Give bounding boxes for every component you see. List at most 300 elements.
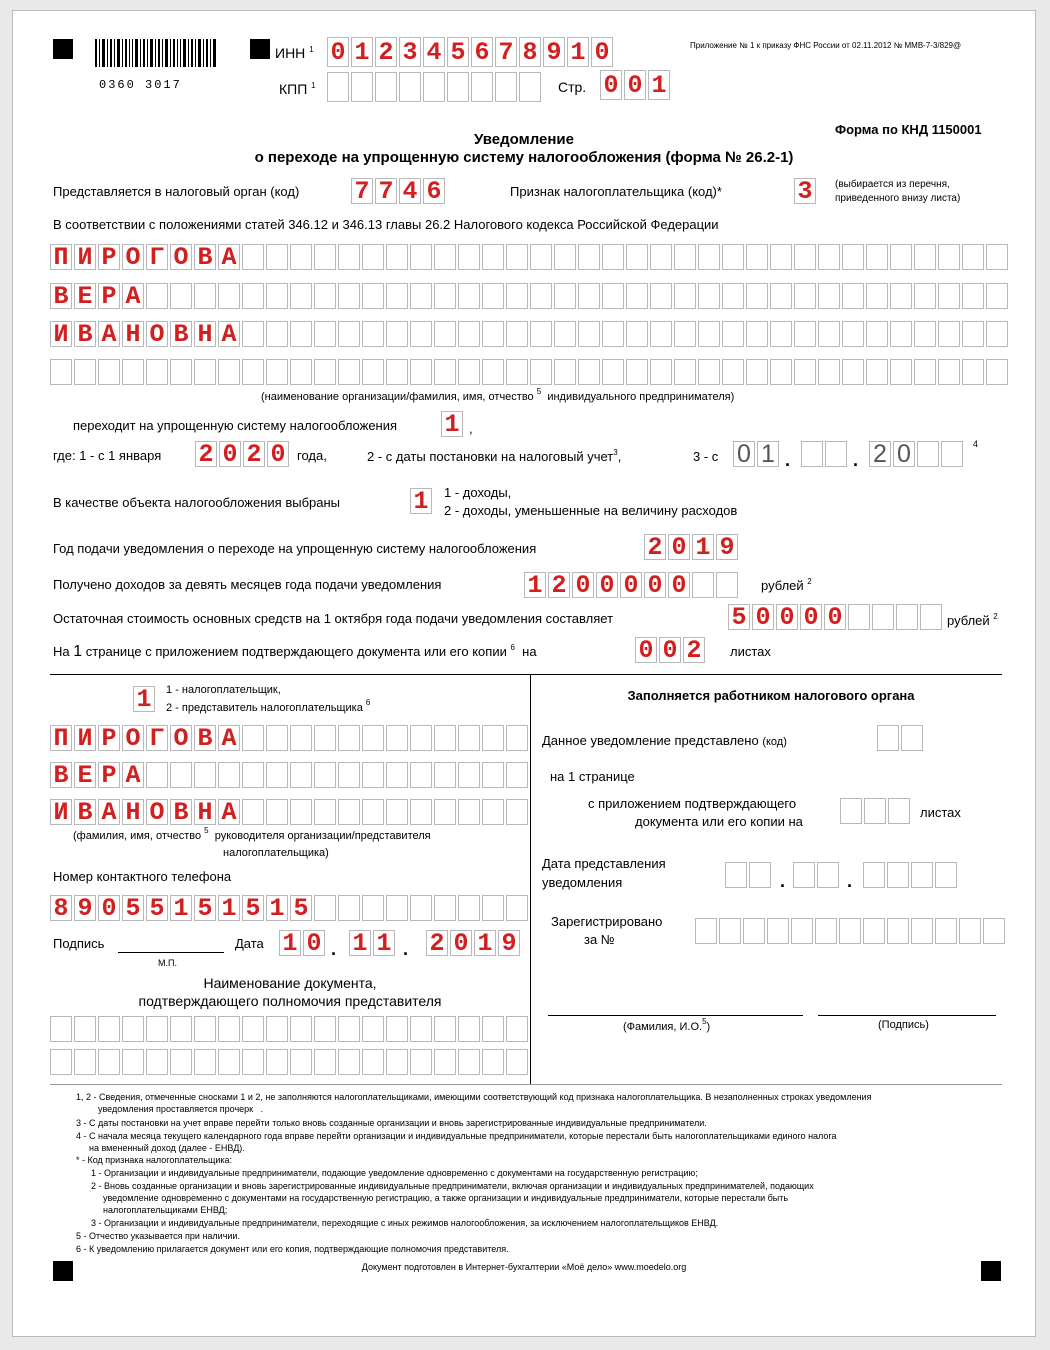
form-cell bbox=[746, 321, 768, 347]
form-cell bbox=[266, 244, 288, 270]
office-date-month[interactable] bbox=[793, 862, 841, 888]
form-cell bbox=[840, 798, 862, 824]
form-cell: 0 bbox=[659, 637, 681, 663]
page-field[interactable] bbox=[600, 70, 672, 100]
form-cell: Н bbox=[122, 799, 144, 825]
form-cell bbox=[410, 1049, 432, 1075]
form-cell: 5 bbox=[242, 895, 264, 921]
object-label: В качестве объекта налогообложения выбраны bbox=[53, 495, 341, 510]
office-attach: документа или его копии на bbox=[635, 814, 803, 829]
form-cell bbox=[314, 725, 336, 751]
form-cell bbox=[242, 283, 264, 309]
form-cell: 7 bbox=[495, 37, 517, 67]
signer-date-month[interactable] bbox=[349, 930, 397, 956]
form-cell: 2 bbox=[683, 637, 705, 663]
form-cell bbox=[458, 1016, 480, 1042]
form-cell bbox=[626, 359, 648, 385]
form-cell bbox=[98, 1049, 120, 1075]
form-cell: 2 bbox=[426, 930, 448, 956]
signer-code-field[interactable] bbox=[133, 686, 157, 712]
signer-date-day[interactable] bbox=[279, 930, 327, 956]
form-cell bbox=[290, 283, 312, 309]
form-cell: 0 bbox=[776, 604, 798, 630]
form-cell: 2 bbox=[195, 441, 217, 467]
form-cell: 5 bbox=[194, 895, 216, 921]
form-cell: 1 bbox=[474, 930, 496, 956]
form-cell bbox=[801, 441, 823, 467]
form-cell bbox=[506, 244, 528, 270]
form-cell bbox=[375, 72, 397, 102]
form-cell: 3 bbox=[794, 178, 816, 204]
form-cell: А bbox=[122, 283, 144, 309]
form-cell bbox=[410, 1016, 432, 1042]
kpp-label: КПП $^1$ bbox=[279, 81, 316, 97]
form-cell bbox=[817, 862, 839, 888]
transition-date-day[interactable] bbox=[733, 441, 781, 467]
signer-name-line-1[interactable] bbox=[50, 725, 530, 751]
office-reg-field[interactable] bbox=[695, 918, 1007, 944]
form-cell bbox=[338, 283, 360, 309]
form-cell: 0 bbox=[620, 572, 642, 598]
form-cell bbox=[290, 762, 312, 788]
form-cell bbox=[842, 359, 864, 385]
form-cell: 0 bbox=[596, 572, 618, 598]
form-cell bbox=[314, 283, 336, 309]
name-caption: (наименование организации/фамилия, имя, отчество $^5$ индивидуального предпринимателя) bbox=[261, 387, 735, 403]
signer-name-line-3[interactable] bbox=[50, 799, 530, 825]
form-cell bbox=[266, 725, 288, 751]
transition-option-2: 2 - с даты постановки на налоговый учет$^3$, bbox=[367, 448, 622, 464]
form-cell bbox=[351, 72, 373, 102]
form-cell bbox=[386, 725, 408, 751]
form-cell: 1 bbox=[524, 572, 546, 598]
footnote: на вмененный доход (далее - ЕНВД). bbox=[89, 1143, 245, 1153]
form-cell bbox=[146, 1016, 168, 1042]
form-cell bbox=[901, 725, 923, 751]
phone-field[interactable] bbox=[50, 895, 530, 921]
form-cell bbox=[386, 799, 408, 825]
form-cell bbox=[458, 799, 480, 825]
footnote: 6 - К уведомлению прилагается документ или его копия, подтверждающие полномочия представителя. bbox=[76, 1244, 509, 1254]
form-cell bbox=[410, 321, 432, 347]
form-cell: 2 bbox=[644, 534, 666, 560]
office-submitted-label: Данное уведомление представлено (код) bbox=[542, 733, 787, 748]
form-cell: 2 bbox=[548, 572, 570, 598]
form-cell: В bbox=[50, 762, 72, 788]
form-cell bbox=[314, 244, 336, 270]
form-cell bbox=[530, 244, 552, 270]
form-cell bbox=[482, 762, 504, 788]
form-cell bbox=[674, 359, 696, 385]
form-cell bbox=[482, 283, 504, 309]
form-cell bbox=[674, 244, 696, 270]
date-separator: . bbox=[785, 450, 791, 470]
office-title: Заполняется работником налогового органа bbox=[627, 688, 915, 703]
form-cell bbox=[266, 283, 288, 309]
form-cell bbox=[877, 725, 899, 751]
form-cell bbox=[458, 895, 480, 921]
inn-label: ИНН $^1$ bbox=[275, 45, 314, 61]
form-cell: 2 bbox=[869, 441, 891, 467]
form-cell bbox=[506, 895, 528, 921]
form-cell: 0 bbox=[800, 604, 822, 630]
comma: , bbox=[469, 421, 473, 436]
form-cell bbox=[50, 1049, 72, 1075]
form-cell bbox=[314, 1049, 336, 1075]
form-cell: Р bbox=[98, 762, 120, 788]
transition-year-field[interactable] bbox=[195, 441, 291, 467]
form-cell bbox=[290, 725, 312, 751]
form-cell bbox=[825, 441, 847, 467]
form-cell: 5 bbox=[728, 604, 750, 630]
section-divider bbox=[50, 674, 1002, 675]
form-cell bbox=[338, 244, 360, 270]
form-cell bbox=[482, 895, 504, 921]
form-cell bbox=[698, 283, 720, 309]
form-cell bbox=[458, 359, 480, 385]
form-code: Форма по КНД 1150001 bbox=[835, 122, 982, 137]
form-cell bbox=[146, 1049, 168, 1075]
pages-sheets-field[interactable] bbox=[635, 637, 707, 663]
form-cell bbox=[888, 798, 910, 824]
form-cell bbox=[890, 244, 912, 270]
form-cell bbox=[98, 359, 120, 385]
form-cell bbox=[386, 762, 408, 788]
form-cell bbox=[794, 359, 816, 385]
form-cell bbox=[914, 283, 936, 309]
form-cell: 0 bbox=[824, 604, 846, 630]
signer-option-2: 2 - представитель налогоплательщика $^6$ bbox=[166, 698, 371, 714]
form-cell: Н bbox=[194, 321, 216, 347]
form-cell bbox=[554, 283, 576, 309]
form-cell bbox=[986, 359, 1008, 385]
doc-name-line-2[interactable] bbox=[50, 1049, 530, 1075]
form-cell bbox=[410, 799, 432, 825]
form-cell bbox=[818, 283, 840, 309]
form-cell bbox=[842, 244, 864, 270]
form-cell bbox=[362, 1016, 384, 1042]
form-cell: 9 bbox=[543, 37, 565, 67]
form-cell bbox=[716, 572, 738, 598]
form-cell bbox=[362, 762, 384, 788]
form-cell: 1 bbox=[648, 70, 670, 100]
signer-caption: (фамилия, имя, отчество $^5$ руководителя организации/представителя bbox=[73, 826, 431, 842]
footnote: 5 - Отчество указывается при наличии. bbox=[76, 1231, 240, 1241]
form-cell: О bbox=[146, 799, 168, 825]
footnote: налогоплательщиками ЕНВД; bbox=[103, 1205, 228, 1215]
form-cell: 2 bbox=[243, 441, 265, 467]
taxpayer-sign-field[interactable] bbox=[794, 178, 818, 204]
form-cell: Е bbox=[74, 762, 96, 788]
office-name-line[interactable] bbox=[548, 1015, 803, 1016]
office-attach: с приложением подтверждающего bbox=[588, 796, 797, 811]
form-cell bbox=[290, 244, 312, 270]
form-cell: Г bbox=[146, 244, 168, 270]
form-cell bbox=[506, 321, 528, 347]
form-cell bbox=[578, 359, 600, 385]
form-cell bbox=[722, 283, 744, 309]
form-cell bbox=[839, 918, 861, 944]
taxpayer-sign-hint: (выбирается из перечня, bbox=[835, 179, 950, 190]
form-cell: 1 bbox=[757, 441, 779, 467]
form-cell bbox=[338, 799, 360, 825]
signature-line[interactable] bbox=[118, 952, 224, 953]
form-cell bbox=[290, 799, 312, 825]
form-cell bbox=[218, 762, 240, 788]
form-cell bbox=[674, 321, 696, 347]
form-cell bbox=[818, 359, 840, 385]
form-cell: 0 bbox=[635, 637, 657, 663]
form-cell: И bbox=[50, 321, 72, 347]
barcode-number: 0360 3017 bbox=[99, 78, 182, 92]
form-cell bbox=[506, 1049, 528, 1075]
form-cell bbox=[170, 1016, 192, 1042]
form-cell bbox=[458, 244, 480, 270]
form-cell: А bbox=[122, 762, 144, 788]
form-cell bbox=[866, 359, 888, 385]
form-cell: 5 bbox=[447, 37, 469, 67]
form-cell: 1 bbox=[373, 930, 395, 956]
footnote: 2 - Вновь созданные организации и вновь зарегистрированные индивидуальные предприниматели, включая организации и индивидуальных предпринимателей, подающих bbox=[91, 1181, 814, 1191]
object-code-field[interactable] bbox=[410, 488, 434, 514]
footnote: 3 - С даты постановки на учет вправе перейти только вновь созданные организации и вновь зарегистрированные индивидуальные предприниматели. bbox=[76, 1118, 707, 1128]
form-cell: А bbox=[98, 799, 120, 825]
form-cell bbox=[962, 321, 984, 347]
form-cell bbox=[482, 1049, 504, 1075]
form-cell bbox=[506, 762, 528, 788]
form-cell: 1 bbox=[266, 895, 288, 921]
form-cell bbox=[170, 359, 192, 385]
form-cell bbox=[362, 1049, 384, 1075]
notice-year-field[interactable] bbox=[644, 534, 740, 560]
office-date-day[interactable] bbox=[725, 862, 773, 888]
form-cell bbox=[842, 321, 864, 347]
form-cell: 5 bbox=[146, 895, 168, 921]
form-cell bbox=[938, 283, 960, 309]
date-separator: . bbox=[853, 450, 859, 470]
form-cell bbox=[938, 321, 960, 347]
inn-field[interactable] bbox=[327, 37, 615, 67]
form-cell bbox=[506, 1016, 528, 1042]
form-cell bbox=[674, 283, 696, 309]
form-cell: В bbox=[194, 244, 216, 270]
form-cell bbox=[242, 321, 264, 347]
form-cell bbox=[794, 244, 816, 270]
authority-code-field[interactable] bbox=[351, 178, 447, 204]
form-cell bbox=[194, 283, 216, 309]
form-cell bbox=[314, 799, 336, 825]
form-cell bbox=[471, 72, 493, 102]
name-line-4[interactable] bbox=[50, 359, 1010, 385]
form-cell: 0 bbox=[668, 572, 690, 598]
form-cell bbox=[194, 1016, 216, 1042]
form-cell bbox=[719, 918, 741, 944]
form-cell bbox=[482, 725, 504, 751]
page-subtitle: о переходе на упрощенную систему налогообложения (форма № 26.2-1) bbox=[254, 149, 794, 166]
form-cell bbox=[743, 918, 765, 944]
form-cell: 0 bbox=[893, 441, 915, 467]
form-cell bbox=[578, 321, 600, 347]
name-line-1[interactable] bbox=[50, 244, 1010, 270]
signer-date-year[interactable] bbox=[426, 930, 522, 956]
form-cell bbox=[434, 762, 456, 788]
form-cell bbox=[362, 283, 384, 309]
form-cell bbox=[266, 321, 288, 347]
form-cell: И bbox=[74, 725, 96, 751]
form-cell bbox=[170, 1049, 192, 1075]
date-separator: . bbox=[780, 871, 786, 891]
form-cell: 0 bbox=[733, 441, 755, 467]
office-sign-line[interactable] bbox=[818, 1015, 996, 1016]
form-cell bbox=[863, 862, 885, 888]
taxpayer-sign-label: Признак налогоплательщика (код)* bbox=[510, 184, 722, 199]
taxpayer-sign-hint: приведенного внизу листа) bbox=[835, 193, 961, 204]
form-cell bbox=[770, 283, 792, 309]
corner-marker bbox=[250, 39, 270, 59]
form-cell bbox=[458, 1049, 480, 1075]
form-cell bbox=[74, 1049, 96, 1075]
form-cell bbox=[692, 572, 714, 598]
form-cell bbox=[626, 321, 648, 347]
form-cell bbox=[698, 321, 720, 347]
form-cell bbox=[698, 359, 720, 385]
form-cell bbox=[74, 359, 96, 385]
form-cell: 0 bbox=[98, 895, 120, 921]
form-cell bbox=[314, 762, 336, 788]
object-option-2: 2 - доходы, уменьшенные на величину расходов bbox=[444, 503, 738, 518]
footnote: уведомления проставляется прочерк . bbox=[98, 1104, 264, 1114]
form-cell bbox=[386, 1016, 408, 1042]
transition-option-1: где: 1 - с 1 января bbox=[53, 448, 162, 463]
income-field[interactable] bbox=[524, 572, 740, 598]
form-cell bbox=[890, 321, 912, 347]
form-cell bbox=[410, 762, 432, 788]
doc-name-line-1[interactable] bbox=[50, 1016, 530, 1042]
form-cell bbox=[746, 283, 768, 309]
form-cell bbox=[242, 1049, 264, 1075]
transition-date-month[interactable] bbox=[801, 441, 849, 467]
form-cell: О bbox=[170, 244, 192, 270]
form-cell bbox=[791, 918, 813, 944]
form-cell bbox=[746, 359, 768, 385]
name-line-3[interactable] bbox=[50, 321, 1010, 347]
form-cell: А bbox=[218, 244, 240, 270]
form-cell: 1 bbox=[279, 930, 301, 956]
form-cell bbox=[410, 359, 432, 385]
form-cell: Е bbox=[74, 283, 96, 309]
form-cell bbox=[959, 918, 981, 944]
form-cell bbox=[482, 1016, 504, 1042]
form-cell: 9 bbox=[716, 534, 738, 560]
form-cell bbox=[146, 762, 168, 788]
doc-label: Наименование документа, bbox=[203, 975, 377, 991]
form-cell: Г bbox=[146, 725, 168, 751]
office-submitted-code[interactable] bbox=[877, 725, 925, 751]
form-cell: Р bbox=[98, 725, 120, 751]
form-cell: 0 bbox=[624, 70, 646, 100]
form-cell: В bbox=[74, 321, 96, 347]
form-cell bbox=[386, 321, 408, 347]
form-cell bbox=[482, 359, 504, 385]
form-cell bbox=[327, 72, 349, 102]
form-cell bbox=[938, 359, 960, 385]
office-date-year[interactable] bbox=[863, 862, 959, 888]
form-cell bbox=[914, 244, 936, 270]
assets-field[interactable] bbox=[728, 604, 944, 630]
footer-note: Документ подготовлен в Интернет-бухгалтерии «Моё дело» www.moedelo.org bbox=[361, 1262, 687, 1272]
form-cell: 0 bbox=[752, 604, 774, 630]
form-cell bbox=[434, 359, 456, 385]
form-cell bbox=[242, 1016, 264, 1042]
form-cell bbox=[695, 918, 717, 944]
form-cell bbox=[554, 359, 576, 385]
form-cell bbox=[458, 725, 480, 751]
form-cell bbox=[314, 1016, 336, 1042]
assets-label: Остаточная стоимость основных средств на 1 октября года подачи уведомления составляет bbox=[53, 611, 614, 626]
form-cell: 1 bbox=[351, 37, 373, 67]
form-cell: О bbox=[146, 321, 168, 347]
form-cell: 0 bbox=[644, 572, 666, 598]
form-cell: 1 bbox=[692, 534, 714, 560]
form-cell: А bbox=[98, 321, 120, 347]
form-cell: 1 bbox=[133, 686, 155, 712]
form-cell: 1 bbox=[410, 488, 432, 514]
form-cell: И bbox=[74, 244, 96, 270]
form-cell bbox=[98, 1016, 120, 1042]
form-cell bbox=[458, 762, 480, 788]
transition-date-year[interactable] bbox=[869, 441, 965, 467]
form-cell bbox=[866, 244, 888, 270]
form-cell bbox=[602, 321, 624, 347]
signer-caption: налогоплательщика) bbox=[223, 847, 329, 859]
office-sheets-field[interactable] bbox=[840, 798, 912, 824]
form-cell bbox=[434, 244, 456, 270]
name-line-2[interactable] bbox=[50, 283, 1010, 309]
form-cell bbox=[434, 725, 456, 751]
legal-basis: В соответствии с положениями статей 346.12 и 346.13 главы 26.2 Налогового кодекса Российской Федерации bbox=[53, 217, 719, 232]
form-cell: Р bbox=[98, 283, 120, 309]
form-cell bbox=[314, 895, 336, 921]
column-divider bbox=[530, 674, 531, 1084]
form-cell bbox=[554, 244, 576, 270]
form-cell bbox=[962, 283, 984, 309]
form-cell bbox=[242, 762, 264, 788]
form-cell bbox=[725, 862, 747, 888]
form-cell: 6 bbox=[423, 178, 445, 204]
form-cell bbox=[890, 359, 912, 385]
transition-code-field[interactable] bbox=[441, 411, 465, 437]
form-cell: В bbox=[170, 799, 192, 825]
kpp-field[interactable] bbox=[327, 72, 543, 102]
form-cell bbox=[887, 918, 909, 944]
form-cell: Н bbox=[122, 321, 144, 347]
form-cell: 5 bbox=[122, 895, 144, 921]
form-cell bbox=[722, 244, 744, 270]
form-cell: 4 bbox=[399, 178, 421, 204]
signer-name-line-2[interactable] bbox=[50, 762, 530, 788]
corner-marker bbox=[53, 39, 73, 59]
form-cell: 0 bbox=[450, 930, 472, 956]
form-cell bbox=[266, 799, 288, 825]
form-cell bbox=[386, 244, 408, 270]
form-cell bbox=[626, 283, 648, 309]
form-cell bbox=[410, 244, 432, 270]
form-cell bbox=[986, 283, 1008, 309]
footnote: 3 - Организации и индивидуальные предприниматели, переходящие с иных режимов налогообложения, за исключением налогоплательщиков ЕНВД. bbox=[91, 1218, 719, 1228]
form-cell bbox=[362, 725, 384, 751]
form-cell bbox=[530, 321, 552, 347]
form-cell: 8 bbox=[50, 895, 72, 921]
